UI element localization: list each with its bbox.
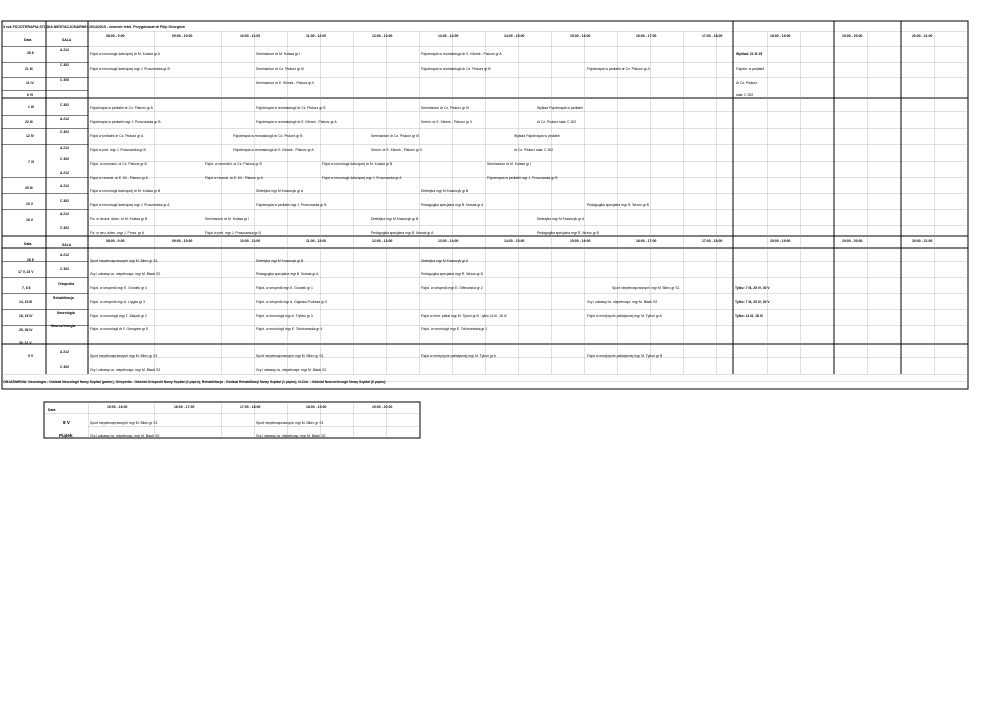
- header2-time-10: 17:00 - 18:00: [702, 239, 723, 243]
- schedule-entry: Wykład Fizjoterapia w pediatrii: [514, 134, 560, 138]
- header-time-1: 08:00 - 9:00: [106, 34, 125, 38]
- room-cell: A 212: [60, 350, 69, 354]
- schedule-entry: Fizjoterapia w pediatrii mgr J. Proszowska gr B: [487, 176, 558, 180]
- schedule-entry: Tylko: 14 III, 18 IV: [735, 314, 764, 318]
- schedule-entry: Dietetyka mgr M Krawczyk gr B: [371, 217, 419, 221]
- header-time-8: 15:00 - 16:00: [570, 34, 591, 38]
- room-cell: C 302: [60, 199, 70, 203]
- schedule-entry: Semin. dr E. Klimek - Piskorz gr II: [371, 148, 422, 152]
- schedule-entry: Sport niepełnosprawnych mgr M. Bibro gr S1: [256, 354, 324, 358]
- room-cell: A 212: [60, 184, 69, 188]
- schedule-entry: Seminarium dr Cz. Piskorz gr III: [256, 67, 304, 71]
- header-time-9: 16:00 - 17:00: [636, 34, 657, 38]
- schedule-entry: Fizjoterapia w reumatologii dr E. Klimek - Piskorz gr A: [233, 148, 314, 152]
- schedule-entry: Fizjoterapia w pediatrii mgr J. Proszowska gr B: [90, 120, 161, 124]
- header2-time-11: 18:00 - 19:00: [770, 239, 791, 243]
- header-date: Data: [24, 38, 32, 42]
- schedule-entry: Fizjot w neurologii dziecięcej mgr J. Proszowska gr A: [90, 203, 170, 207]
- schedule-entry: Fizjot w reumat. dr E. Kli - Piskorz gr A: [205, 176, 263, 180]
- room-cell: A 212: [60, 48, 69, 52]
- schedule-entry: Pedagogika specjalna mgr R. Wrzos gr B: [421, 272, 483, 276]
- room-cell: A 212: [60, 146, 69, 150]
- schedule-entry: Seminarium dr M. Kolasa gr I: [256, 52, 300, 56]
- room-cell: C 302: [60, 267, 70, 271]
- header-time-2: 09:00 - 10:00: [172, 34, 193, 38]
- date-cell: 9 V: [28, 354, 34, 358]
- schedule-entry: Fizjoterapia w reumatologii dr Cz. Piskorz gr B: [233, 134, 303, 138]
- schedule-entry: sala: C 302: [736, 93, 754, 97]
- schedule-entry: Dietetyka mgr M Krawczyk gr B: [256, 259, 304, 263]
- schedule-entry: Sport niepełnosprawnych mgr M. Bibro gr S1: [256, 421, 324, 425]
- schedule-entry: Dietetyka mgr M Krawczyk gr A: [421, 259, 469, 263]
- schedule-entry: Wykład: 21 III 15: [736, 52, 763, 56]
- small-header-date: Data: [48, 408, 56, 412]
- small-date: 8 V: [63, 420, 70, 425]
- schedule-entry: Fizjot. w reumatol. dr Cz. Piskorz gr B: [90, 162, 147, 166]
- room-cell: C 302: [60, 226, 70, 230]
- room-cell: C 302: [60, 157, 70, 161]
- schedule-entry: Fizjot. w reumatol. dr Cz. Piskorz gr B: [205, 162, 262, 166]
- date-cell: 30, 31 V: [19, 341, 32, 345]
- schedule-entry: Fizjoterapia w reumatologii dr Cz. Piskorz gr B: [421, 67, 491, 71]
- schedule-entry: Pedagogika specjalna mgr B. Nowak gr A: [421, 203, 484, 207]
- schedule-entry: Fizjoter. w pediatrii: [736, 67, 765, 71]
- schedule-entry: Fizjoterapia w pediatrii mgr J. Proszowska gr B: [256, 203, 327, 207]
- schedule-entry: Seminarium dr M. Kolasa gr I: [205, 217, 249, 221]
- schedule-entry: Fiz. w neu. dziec. mgr J. Prosz. gr A: [90, 231, 145, 235]
- header-time-3: 10:00 - 11:00: [240, 34, 261, 38]
- schedule-entry: Wykład Fizjoterapia w pediatrii: [537, 106, 583, 110]
- date-cell: 21 III: [25, 67, 33, 71]
- room-cell: C 305: [60, 78, 70, 82]
- date-cell: 25, 26 IV: [19, 328, 33, 332]
- date-cell: 7, 8 II: [22, 286, 31, 290]
- room-cell: A 212: [60, 253, 69, 257]
- schedule-entry: Fizjot w reumat. dr E. Kli - Piskorz gr A: [90, 176, 148, 180]
- schedule-entry: Fizjot w neurologii dziecięcej mgr J. Proszowska gr B: [90, 67, 170, 71]
- schedule-entry: Pedagogika specjalna mgr R. Wrzos gr B: [537, 231, 599, 235]
- small-header-time-5: 19:00 - 20:00: [372, 405, 393, 409]
- schedule-entry: dr Cz. Piskorz sala: C 302: [537, 120, 577, 124]
- schedule-entry: Fizjot w medycynie paliatywnej mgr M. Tyboń gr A: [587, 314, 662, 318]
- date-cell: 14, 15 III: [19, 300, 33, 304]
- header-room: SALA: [62, 38, 72, 42]
- schedule-entry: Fizjot. w neurologii mgr A. Trybko gr 3: [256, 314, 313, 318]
- schedule-entry: Fizjot. w neurologii mgr T. Załęcki gr 2: [90, 314, 147, 318]
- schedule-entry: Semin. dr E. Klimek - Piskorz gr II: [421, 120, 472, 124]
- schedule-entry: Fizjoterapia w pediatrii dr Cz. Piskorz gr A: [587, 67, 650, 71]
- date-cell: 1 III: [28, 105, 34, 109]
- schedule-entry: Dietetyka mgr M Krawczyk gr A: [256, 189, 304, 193]
- schedule-entry: Sport niepełnosprawnych mgr M. Bibro gr S1: [90, 421, 158, 425]
- schedule-entry: Fizjoterapia w reumatologii dr Cz. Piskorz gr B: [256, 106, 326, 110]
- date-cell: 10 V: [26, 202, 33, 206]
- page-title: 3 rok FIZJOTERAPIA STUDIA NIESTACJONARNE: 2014/2015 - semestr letni. Przygotował dr Filip Georgiew: [3, 25, 185, 29]
- small-header-time-3: 17:00 - 18:00: [240, 405, 261, 409]
- schedule-entry: Pedagogika specjalna mgr B. Nowak gr A: [371, 231, 434, 235]
- header2-time-8: 15:00 - 16:00: [570, 239, 591, 243]
- date-cell: 22 III: [25, 120, 33, 124]
- room-cell: A 212: [60, 117, 69, 121]
- schedule-entry: Fizjot w neurologii dziecięcej mgr J. Proszowska gr A: [322, 176, 402, 180]
- small-header-time-1: 15:00 - 16:00: [107, 405, 128, 409]
- date-cell: 7 VI: [28, 160, 35, 164]
- date-cell: 28 II: [27, 51, 34, 55]
- schedule-entry: Fizjot w medycynie paliatywnej mgr M. Tyboń gr B: [587, 354, 663, 358]
- schedule-entry: Fizjot w neurologii dziecięcej dr M. Kolasa gr A: [90, 52, 160, 56]
- header-time-6: 13:00 - 14:00: [438, 34, 459, 38]
- schedule-entry: Sport niepełnosprawnych mgr M. Bibro gr S1: [90, 354, 158, 358]
- schedule-entry: Fizjot w med. paliat mgr M. Tyboń gr B - tylko 14 III, 18 IV: [421, 314, 508, 318]
- header2-time-1: 08:00 - 9:00: [106, 239, 125, 243]
- header2-time-3: 10:00 - 11:00: [240, 239, 261, 243]
- date-cell: 28 II: [27, 258, 34, 262]
- schedule-entry: Fizjot. w neurologii mgr E. Tchórzewska gr 1: [421, 327, 488, 331]
- schedule-entry: Fizjot. w neurologii dr F. Georgiew gr 5: [90, 327, 148, 331]
- header2-time-4: 11:00 - 12:00: [306, 239, 327, 243]
- header2-time-9: 16:00 - 17:00: [636, 239, 657, 243]
- room-cell: Rehabilitacja: [53, 296, 74, 300]
- room-cell: C 302: [60, 130, 70, 134]
- header2-time-2: 09:00 - 10:00: [172, 239, 193, 243]
- schedule-entry: Dietetyka mgr M Krawczyk gr B: [421, 189, 469, 193]
- room-cell: A 212: [60, 212, 69, 216]
- schedule-entry: dr Cz. Piskorz: [736, 81, 758, 85]
- room-cell: C 302: [60, 63, 70, 67]
- header2-time-12: 19:00 - 20:00: [842, 239, 863, 243]
- header-date-2: Data: [24, 242, 32, 246]
- schedule-entry: Fizjot. w ortopedii mgr E. Gondek gr 1: [256, 286, 313, 290]
- schedule-entry: Gry i zabawy os. niepełnosp. mgr M. Błach S2: [90, 434, 160, 438]
- header2-time-7: 14:00 - 15:00: [504, 239, 525, 243]
- schedule-entry: Gry i zabawy os. niepełnosp. mgr M. Błach S2: [256, 434, 326, 438]
- header-time-11: 18:00 - 19:00: [770, 34, 791, 38]
- date-cell: 29 III: [25, 186, 33, 190]
- schedule-entry: Tylko: 7 III, 25 IV, 30 V: [735, 286, 770, 290]
- small-header-time-4: 18:00 - 19:00: [306, 405, 327, 409]
- small-day: Piątek: [59, 433, 73, 438]
- schedule-entry: Seminarium dr E. Klimek - Piskorz gr II: [256, 81, 315, 85]
- schedule-entry: Gry i zabawy os. niepełnospr. mgr M. Błach S2: [256, 368, 327, 372]
- header-room-2: SALA: [62, 243, 72, 247]
- header-time-10: 17:00 - 18:00: [702, 34, 723, 38]
- room-cell: C 302: [60, 365, 70, 369]
- schedule-entry: Fizjot. w neurologii mgr E. Tchórzewska gr 4: [256, 327, 323, 331]
- schedule-entry: Sport niepełnosprawnych mgr M. Bibro gr S1: [90, 259, 158, 263]
- room-cell: C 302: [60, 103, 70, 107]
- schedule-entry: Fizjot w ped. mgr J. Proszowska gr B: [90, 148, 146, 152]
- schedule-entry: Fizjoterapia w reumatologii dr E. Klimek - Piskorz gr A: [256, 120, 337, 124]
- schedule-entry: Tylko: 7 III, 25 IV, 30 V: [735, 300, 770, 304]
- schedule-entry: Dietetyka mgr M Krawczyk gr A: [537, 217, 585, 221]
- legend-note: OBJAŚNIENIA: Neurologia - Oddział Neurologii Nowy Szpital (parter), Ortopedia - Oddział Ortopedii Nowy Szpital (4 piętro), Rehabilitacja - Oddział Rehabilitacji Nowy Szpital (1 piętro), N-Chir - Oddział Neurochirurgii Nowy Szpital (6 piętro).: [3, 380, 387, 384]
- schedule-entry: Seminarium dr M. Kolasa gr I: [487, 162, 531, 166]
- date-cell: 12 IV: [26, 134, 34, 138]
- header-time-13: 20:00 - 21:00: [912, 34, 933, 38]
- schedule-entry: Gry i zabawy os. niepełnospr. mgr M. Błach S2: [587, 300, 658, 304]
- schedule-entry: Gry i zabawy os. niepełnospr. mgr M. Błach S2: [90, 368, 161, 372]
- header2-time-6: 13:00 - 14:00: [438, 239, 459, 243]
- date-cell: 16 V: [26, 218, 33, 222]
- schedule-entry: Fizjoterapia w pediatrii dr Cz. Piskorz gr A: [90, 106, 153, 110]
- schedule-entry: Fizjot. w ortopedii mgr E. Olfinowska gr 2: [421, 286, 483, 290]
- schedule-entry: Fizjot w neurologii dziecięcej dr M. Kolasa gr B: [90, 189, 161, 193]
- schedule-entry: Fizjot. w ortopedii mgr A. Gajeska-Podraza gr 5: [256, 300, 328, 304]
- date-cell: 6 VI: [27, 93, 34, 97]
- schedule-entry: Fizjot. w ortopedii mgr A. Lipgza gr 3: [90, 300, 145, 304]
- schedule-entry: Fizjot w medycynie paliatywnej mgr M. Tyboń gr A: [421, 354, 496, 358]
- date-cell: 11 IV: [26, 81, 34, 85]
- small-header-time-2: 16:00 - 17:00: [174, 405, 195, 409]
- schedule-entry: Seminarium dr Cz. Piskorz gr III: [371, 134, 419, 138]
- date-cell: 17 V, 23 V: [18, 270, 34, 274]
- schedule-entry: Fiz. w neurol. dziec. dr M. Kolasa gr B: [90, 217, 148, 221]
- schedule-entry: Pedagogika specjalna mgr B. Nowak gr A: [256, 272, 319, 276]
- schedule-entry: Fizjot w neurologii dziecięcej dr M. Kolasa gr B: [322, 162, 393, 166]
- room-cell: A 212: [60, 171, 69, 175]
- header-time-5: 12:00 - 13:00: [372, 34, 393, 38]
- schedule-entry: Seminarium dr Cz. Piskorz gr III: [421, 106, 469, 110]
- room-cell: Ortopedia: [58, 282, 75, 286]
- schedule-entry: Fizjot w pediatrii dr Cz. Piskorz gr A: [90, 134, 144, 138]
- schedule-entry: Fizjot w ped. mgr J. Proszowska gr B: [205, 231, 261, 235]
- schedule-entry: Gry i zabawy os. niepełnospr. mgr M. Błach S2: [90, 272, 161, 276]
- header-time-4: 11:00 - 12:00: [306, 34, 327, 38]
- header2-time-13: 20:00 - 21:00: [912, 239, 933, 243]
- schedule-entry: dr Cz. Piskorz sala: C 302: [514, 148, 554, 152]
- schedule-entry: Pedagogika specjalna mgr R. Wrzos gr B: [587, 203, 649, 207]
- room-cell: Neurologia: [57, 311, 75, 315]
- header2-time-5: 12:00 - 13:00: [372, 239, 393, 243]
- header-time-12: 19:00 - 20:00: [842, 34, 863, 38]
- room-cell: Neurochirurgia: [51, 324, 76, 328]
- schedule-entry: Fizjoterapia w reumatologii dr E. Klimek - Piskorz gr A: [421, 52, 502, 56]
- date-cell: 18, 19 IV: [19, 314, 33, 318]
- schedule-entry: Sport niepełnosprawnych mgr M. Bibro gr S1: [612, 286, 680, 290]
- schedule-entry: Fizjot. w ortopedii mgr E. Gondek gr 4: [90, 286, 147, 290]
- header-time-7: 14:00 - 15:00: [504, 34, 525, 38]
